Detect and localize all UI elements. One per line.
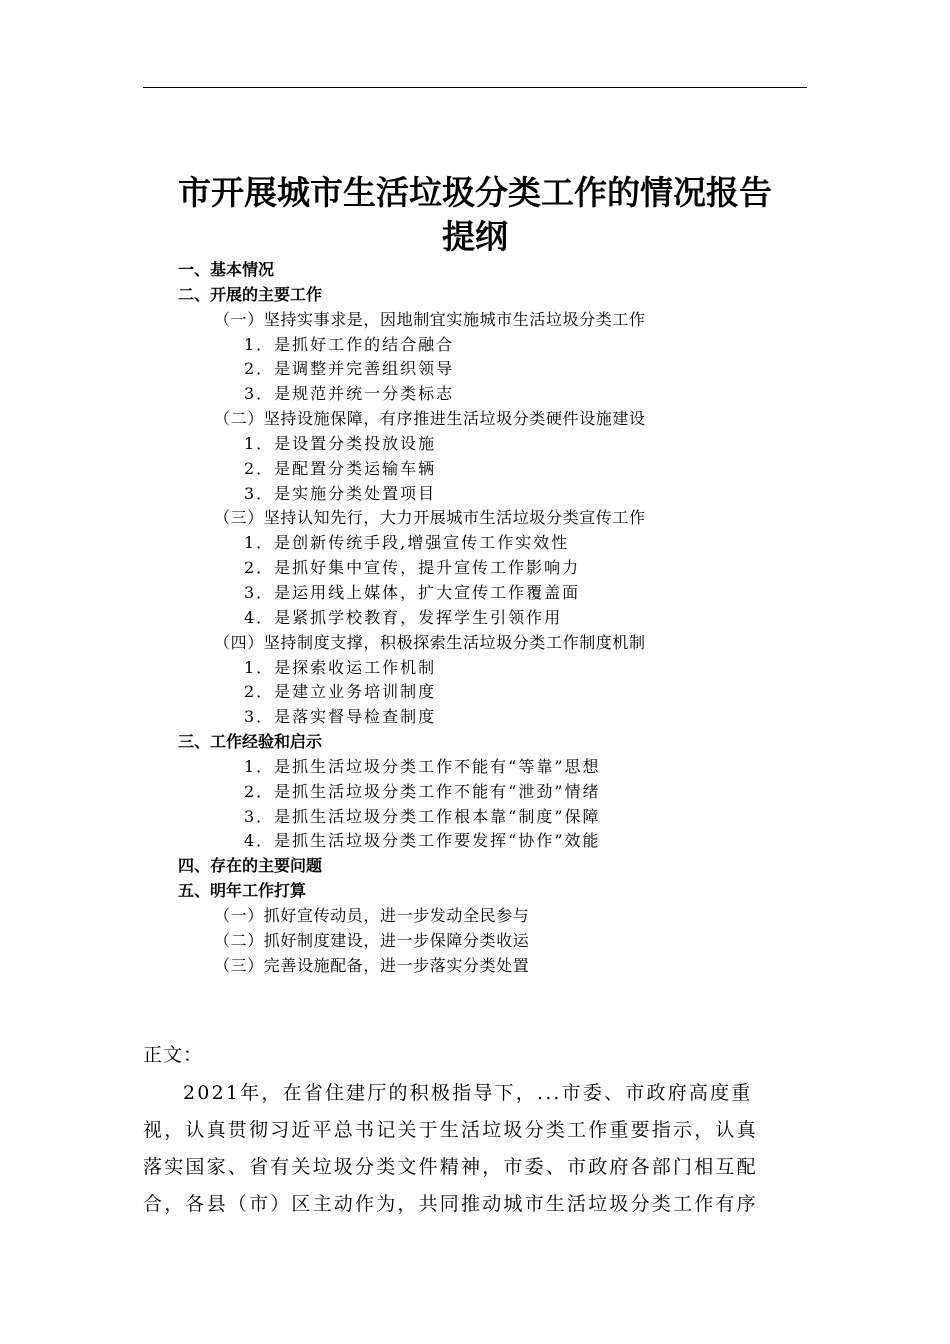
outline-subheading: （三）完善设施配备，进一步落实分类处置 bbox=[214, 955, 530, 975]
outline-subheading: （二）抓好制度建设，进一步保障分类收运 bbox=[214, 930, 530, 950]
outline-heading: 三、工作经验和启示 bbox=[178, 732, 323, 752]
outline-item: 4．是抓生活垃圾分类工作要发挥“协作”效能 bbox=[244, 831, 601, 851]
outline-list bbox=[0, 258, 950, 978]
outline-subheading: （二）坚持设施保障，有序推进生活垃圾分类硬件设施建设 bbox=[214, 409, 646, 429]
outline-item: 2．是抓好集中宣传，提升宣传工作影响力 bbox=[244, 558, 581, 578]
outline-item: 2．是抓生活垃圾分类工作不能有“泄劲”情绪 bbox=[244, 781, 601, 801]
outline-item: 3．是规范并统一分类标志 bbox=[244, 384, 455, 404]
body-line: 2021年，在省住建厅的积极指导下，...市委、市政府高度重 bbox=[183, 1082, 753, 1104]
header-rule bbox=[143, 87, 807, 88]
outline-item: 1．是探索收运工作机制 bbox=[244, 657, 437, 677]
outline-item: 1．是抓生活垃圾分类工作不能有“等靠”思想 bbox=[244, 756, 601, 776]
outline-item: 3．是落实督导检查制度 bbox=[244, 707, 437, 727]
body-line: 合，各县（市）区主动作为，共同推动城市生活垃圾分类工作有序 bbox=[143, 1193, 758, 1215]
outline-subheading: （三）坚持认知先行，大力开展城市生活垃圾分类宣传工作 bbox=[214, 508, 646, 528]
outline-item: 1．是设置分类投放设施 bbox=[244, 433, 437, 453]
outline-item: 1．是创新传统手段,增强宣传工作实效性 bbox=[244, 533, 570, 553]
outline-heading: 四、存在的主要问题 bbox=[178, 856, 323, 876]
document-title-line-2: 提纲 bbox=[442, 217, 508, 256]
outline-item: 1．是抓好工作的结合融合 bbox=[244, 334, 455, 354]
outline-item: 3．是抓生活垃圾分类工作根本靠“制度”保障 bbox=[244, 806, 601, 826]
body-paragraph bbox=[143, 1075, 807, 1223]
outline-item: 2．是建立业务培训制度 bbox=[244, 682, 437, 702]
outline-item: 2．是配置分类运输车辆 bbox=[244, 458, 437, 478]
outline-item: 2．是调整并完善组织领导 bbox=[244, 359, 455, 379]
outline-item: 3．是实施分类处置项目 bbox=[244, 483, 437, 503]
outline-heading: 二、开展的主要工作 bbox=[178, 284, 323, 304]
outline-subheading: （一）坚持实事求是，因地制宜实施城市生活垃圾分类工作 bbox=[214, 309, 646, 329]
outline-item: 4．是紧抓学校教育，发挥学生引领作用 bbox=[244, 607, 563, 627]
body-line: 视，认真贯彻习近平总书记关于生活垃圾分类工作重要指示，认真 bbox=[143, 1119, 758, 1141]
outline-subheading: （四）坚持制度支撑，积极探索生活垃圾分类工作制度机制 bbox=[214, 632, 646, 652]
document-title-line-1: 市开展城市生活垃圾分类工作的情况报告 bbox=[178, 173, 772, 212]
outline-heading: 一、基本情况 bbox=[178, 260, 275, 279]
body-label: 正文： bbox=[143, 1044, 204, 1066]
outline-subheading: （一）抓好宣传动员，进一步发动全民参与 bbox=[214, 905, 530, 925]
outline-heading: 五、明年工作打算 bbox=[178, 881, 307, 901]
body-line: 落实国家、省有关垃圾分类文件精神，市委、市政府各部门相互配 bbox=[143, 1156, 758, 1178]
outline-item: 3．是运用线上媒体，扩大宣传工作覆盖面 bbox=[244, 582, 581, 602]
